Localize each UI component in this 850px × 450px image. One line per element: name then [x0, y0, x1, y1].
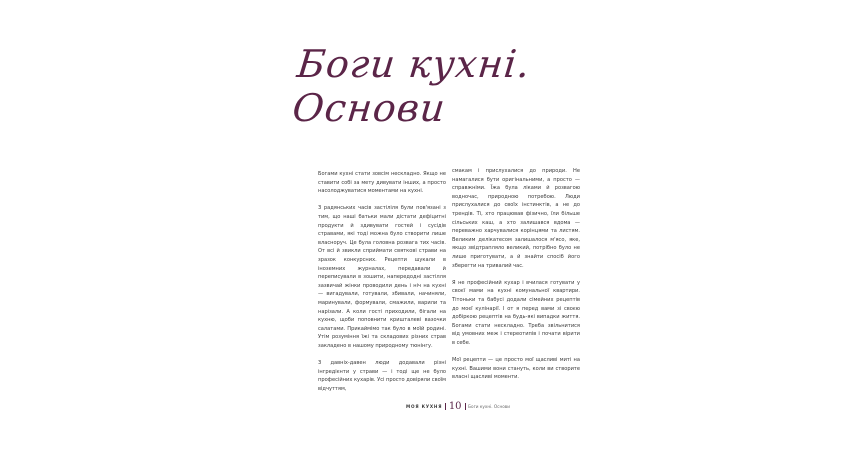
- text-column-left: [318, 170, 446, 402]
- footer-brand: МОЯ КУХНЯ: [406, 404, 443, 409]
- footer-divider: [445, 403, 446, 410]
- title-line-2: Основи: [290, 86, 448, 130]
- title-line-1: Боги кухні.: [295, 42, 533, 86]
- footer-divider: [465, 403, 466, 410]
- page-number: 10: [448, 401, 462, 412]
- paragraph: Богами кухні стати зовсім нескладно. Якщо не ставити собі за мету дивувати інших, а просто насолоджуватися моментами на кухні.: [318, 171, 446, 195]
- page-title: [290, 42, 532, 130]
- paragraph: З радянських часів застіліля були пов'язані з тим, що наші батьки мали дістати дефіцитні продукти й здивувати гостей і сусідів стравами, які тоді можна було створити лише власноруч. Це була головна розвага тих часів. От всі й звикли сприймати святкові страви на зразок конкурсних. Рецепти шукали в іноземних журналах, передавали й переписували в зошити, напередодні застілля зазвичай жінки проводили день і ніч на кухні — вигадували, готували, збивали, начиняли, маринували, формували, смажили, варили та нарізали. А коли гості приходили, бігали на кухню, щоби поповнити кришталеві вазочки салатами. Прикаймімо так було в моїй родині. Утім розуміння їжі та складових різних страв закладено в нашому природному тюнінгу.: [318, 205, 446, 349]
- paragraph: смакам і прислухалися до природи. Не намагалися бути оригінальними, а просто — справжніми. Їжа була ліками й розвагою водночас, природною потребою. Люди прислухалися до своїх інстинктів, а не до трендів. Ті, хто працював фізично, їли більше сільських каш, а хто залишався вдома — переважно харчувалися корінцями та листям. Великим делікатесом залишалося м'ясо, яке, якщо звідтрапляло великий, потрібно було не лише приготувати, а й знайти спосіб його зберегти на тривалий час.: [452, 168, 580, 269]
- footer-section-title: Боги кухні. Основи: [468, 404, 510, 409]
- paragraph: З давніх-давен люди додавали різні інгредієнти у страви — і тоді ще не було професійних кухарів. Усі просто довіряли своїм відчуттям,: [318, 360, 446, 392]
- paragraph: Я не професійний кухар і вчилася готувати у своєї мами на кухні комунальної квартири. Тітоньки та бабусі додали сімейних рецептів до моєї кулінарії. І от я перед вами зі своєю добіркою рецептів на будь-які випадки життя. Богами стати нескладно. Треба звільнитися від умовних меж і стереотипів і почати вірити в себе.: [452, 279, 580, 346]
- text-column-right: [452, 167, 580, 390]
- page-footer: [406, 401, 510, 412]
- paragraph: Мої рецепти — це просто мої щасливі миті на кухні. Вашими вони стануть, коли ви створите власні щасливі моменти.: [452, 357, 580, 381]
